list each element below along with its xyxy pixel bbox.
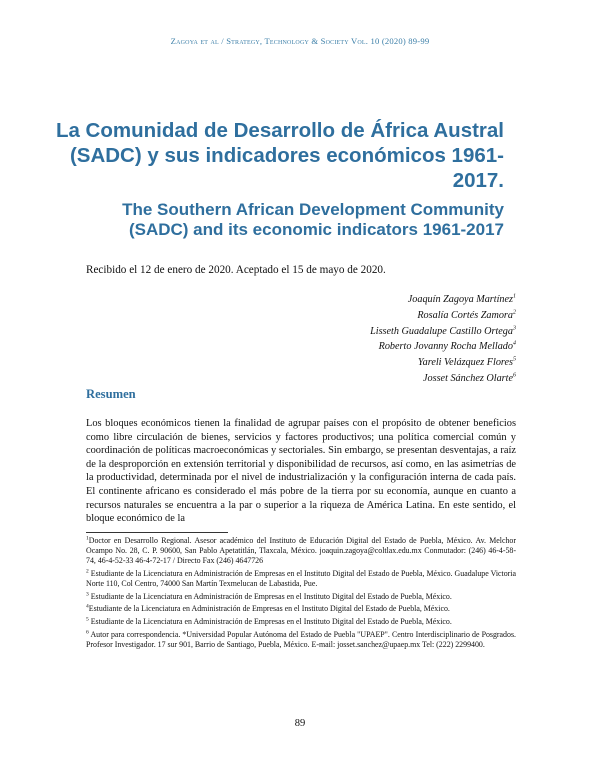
author-entry	[370, 308, 516, 324]
footnote	[86, 630, 516, 650]
footnote-text: Estudiante de la Licenciatura en Administración de Empresas en el Instituto Digital del Estado de Puebla, México. Guadalupe Victoria Norte 110, Col Centro, 74000 San Martín Texmelucan de Labastida, Pue.	[86, 568, 516, 588]
footnote	[86, 604, 516, 614]
author-name: Josset Sánchez Olarte	[423, 372, 513, 384]
footnote-mark: 5	[513, 356, 516, 363]
author-name: Yareli Velázquez Flores	[417, 357, 513, 369]
author-name: Rosalía Cortés Zamora	[417, 309, 513, 321]
footnote-mark: 2	[513, 309, 516, 316]
footnote-text: Doctor en Desarrollo Regional. Asesor académico del Instituto de Educación Digital del Estado de Puebla, México. Av. Melchor Ocampo No. 28, C. P. 90600, San Pablo Apetatitlán, Tlaxcala, México. joaquin.zagoya@coltlax.edu.mx Conmutador: (246) 46-4-58-74, 46-4-52-33 46-4-72-17 / Directo Fax (246) 4647726	[86, 536, 516, 565]
footnote-text: Estudiante de la Licenciatura en Administración de Empresas en el Instituto Digital del Estado de Puebla, México.	[88, 604, 450, 614]
paper-title-english: The Southern African Development Community (SADC) and its economic indicators 1961-2017	[122, 200, 504, 239]
author-name: Roberto Jovanny Rocha Mellado	[378, 341, 513, 353]
footnote-mark: 2	[86, 568, 89, 575]
footnote	[86, 569, 516, 589]
footnote-text: Estudiante de la Licenciatura en Administración de Empresas en el Instituto Digital del Estado de Puebla, México.	[90, 617, 452, 627]
footnote-text: Estudiante de la Licenciatura en Administración de Empresas en el Instituto Digital del Estado de Puebla, México.	[90, 591, 452, 601]
footnote-mark: 3	[513, 325, 516, 332]
footnote-mark: 3	[86, 590, 89, 597]
author-entry	[370, 339, 516, 355]
page-number: 89	[294, 718, 306, 729]
running-head: Zagoya et al / Strategy, Technology & Society Vol. 10 (2020) 89-99	[170, 36, 430, 46]
author-entry	[370, 355, 516, 371]
footnote-mark: 6	[513, 372, 516, 379]
received-dates: Recibido el 12 de enero de 2020. Aceptado el 15 de mayo de 2020.	[86, 264, 386, 276]
author-name: Lisseth Guadalupe Castillo Ortega	[370, 325, 513, 337]
author-entry	[370, 292, 516, 308]
footnote-mark: 6	[86, 629, 89, 636]
footnote-mark: 1	[86, 535, 89, 542]
footnote-mark: 1	[513, 293, 516, 300]
footnote-mark: 4	[86, 603, 89, 610]
abstract-text: Los bloques económicos tienen la finalidad de agrupar países con el propósito de obtener beneficios como libre circulación de bienes, servicios y factores productivos; una política comercial común y coordinación de políticas macroeconómicas y sectoriales. Sin embargo, se presentan desventajas, a raíz de la desproporción en extensión territorial y disponibilidad de recursos, así como, en las asimetrías de la productividad, determinada por el nivel de industrialización y la configuración interna de cada país. El continente africano es considerado el más pobre de la tierra por su economía, aunque en cuanto a recursos naturales se encuentra a la par o superior a la riqueza de América Latina. En este sentido, el bloque económico de la	[86, 418, 516, 525]
footnote	[86, 592, 516, 602]
author-entry	[370, 371, 516, 387]
footnote-mark: 4	[513, 341, 516, 347]
footnote	[86, 536, 516, 566]
footnote-divider	[86, 532, 228, 533]
author-list	[370, 292, 516, 387]
paper-title-spanish: La Comunidad de Desarrollo de África Austral (SADC) y sus indicadores económicos 1961-2017.	[55, 119, 504, 192]
footnotes	[86, 536, 516, 653]
footnote-text: Autor para correspondencia. *Universidad Popular Autónoma del Estado de Puebla "UPAEP". Centro Interdisciplinario de Posgrados. Profesor Investigador. 17 sur 901, Barrio de Santiago, Puebla, México. E-mail: josset.sanchez@upaep.mx Tel: (222) 2299400.	[86, 630, 516, 650]
author-entry	[370, 324, 516, 340]
footnote	[86, 617, 516, 627]
abstract-heading: Resumen	[86, 387, 136, 401]
author-name: Joaquín Zagoya Martínez	[407, 294, 513, 305]
footnote-mark: 5	[86, 616, 89, 623]
